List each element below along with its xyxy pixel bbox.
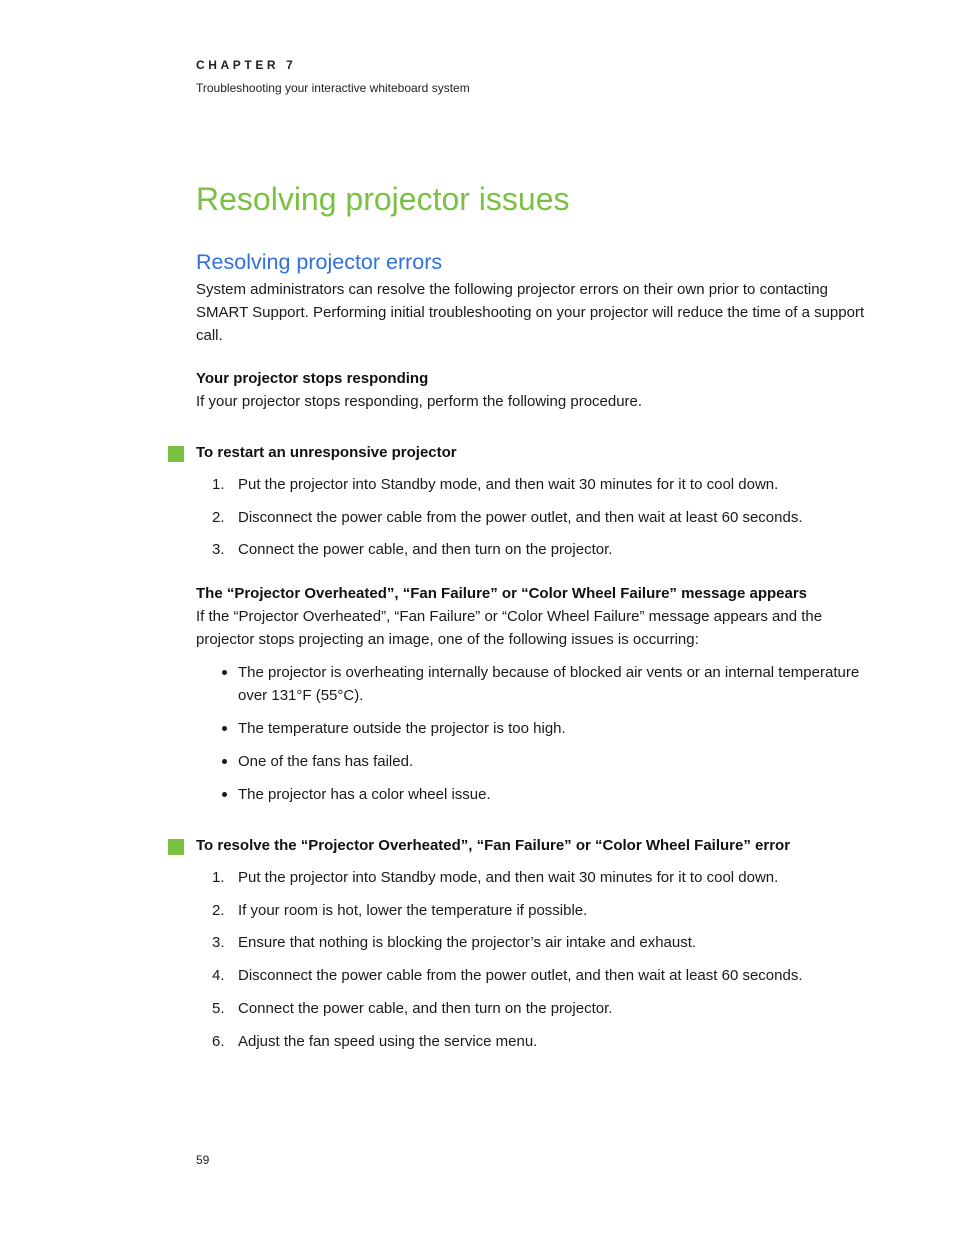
step-text: Ensure that nothing is blocking the projector’s air intake and exhaust. [238,934,697,951]
bullet-item: The projector has a color wheel issue. [238,786,491,803]
chapter-label: CHAPTER 7 [196,58,297,72]
step-text: Put the projector into Standby mode, and then wait 30 minutes for it to cool down. [238,869,779,886]
bullet-dot-icon [222,792,227,797]
step-number: 3. [212,541,225,558]
step-number: 5. [212,1000,225,1017]
issue2-text: If the “Projector Overheated”, “Fan Failure” or “Color Wheel Failure” message appears and the projector stops projecting an image, one of the following issues is occurring: [196,608,823,648]
step-text: Connect the power cable, and then turn on the projector. [238,541,613,558]
bullet-item: The projector is overheating internally because of blocked air vents or an internal temperature over 131°F (55°C). [238,664,860,704]
step-number: 2. [212,902,225,919]
step-text: Connect the power cable, and then turn on the projector. [238,1000,613,1017]
section-intro: System administrators can resolve the following projector errors on their own prior to contacting SMART Support. Performing initial troubleshooting on your projector will reduce the time of a support call. [196,281,865,344]
issue1-heading: Your projector stops responding [196,370,429,387]
bullet-dot-icon [222,670,227,675]
step-text: Disconnect the power cable from the power outlet, and then wait at least 60 seconds. [238,509,803,526]
procedure-square-icon [168,839,184,855]
chapter-title: Troubleshooting your interactive whiteboard system [196,81,470,95]
procedure-square-icon [168,446,184,462]
page-title: Resolving projector issues [196,181,570,217]
issue2-heading: The “Projector Overheated”, “Fan Failure” or “Color Wheel Failure” message appears [196,585,808,602]
bullet-dot-icon [222,759,227,764]
step-text: Disconnect the power cable from the power outlet, and then wait at least 60 seconds. [238,967,803,984]
bullet-item: One of the fans has failed. [238,753,414,770]
section-title: Resolving projector errors [196,250,443,274]
step-text: Adjust the fan speed using the service menu. [238,1033,538,1050]
step-number: 6. [212,1033,225,1050]
issue1-text: If your projector stops responding, perform the following procedure. [196,393,643,410]
step-text: If your room is hot, lower the temperature if possible. [238,902,588,919]
step-number: 1. [212,476,225,493]
procedure2-title: To resolve the “Projector Overheated”, “Fan Failure” or “Color Wheel Failure” error [196,837,791,854]
bullet-dot-icon [222,726,227,731]
step-number: 1. [212,869,225,886]
page-number: 59 [196,1153,210,1167]
step-text: Put the projector into Standby mode, and then wait 30 minutes for it to cool down. [238,476,779,493]
step-number: 2. [212,509,225,526]
procedure1-title: To restart an unresponsive projector [196,444,457,461]
step-number: 3. [212,934,225,951]
step-number: 4. [212,967,225,984]
bullet-item: The temperature outside the projector is too high. [238,720,566,737]
